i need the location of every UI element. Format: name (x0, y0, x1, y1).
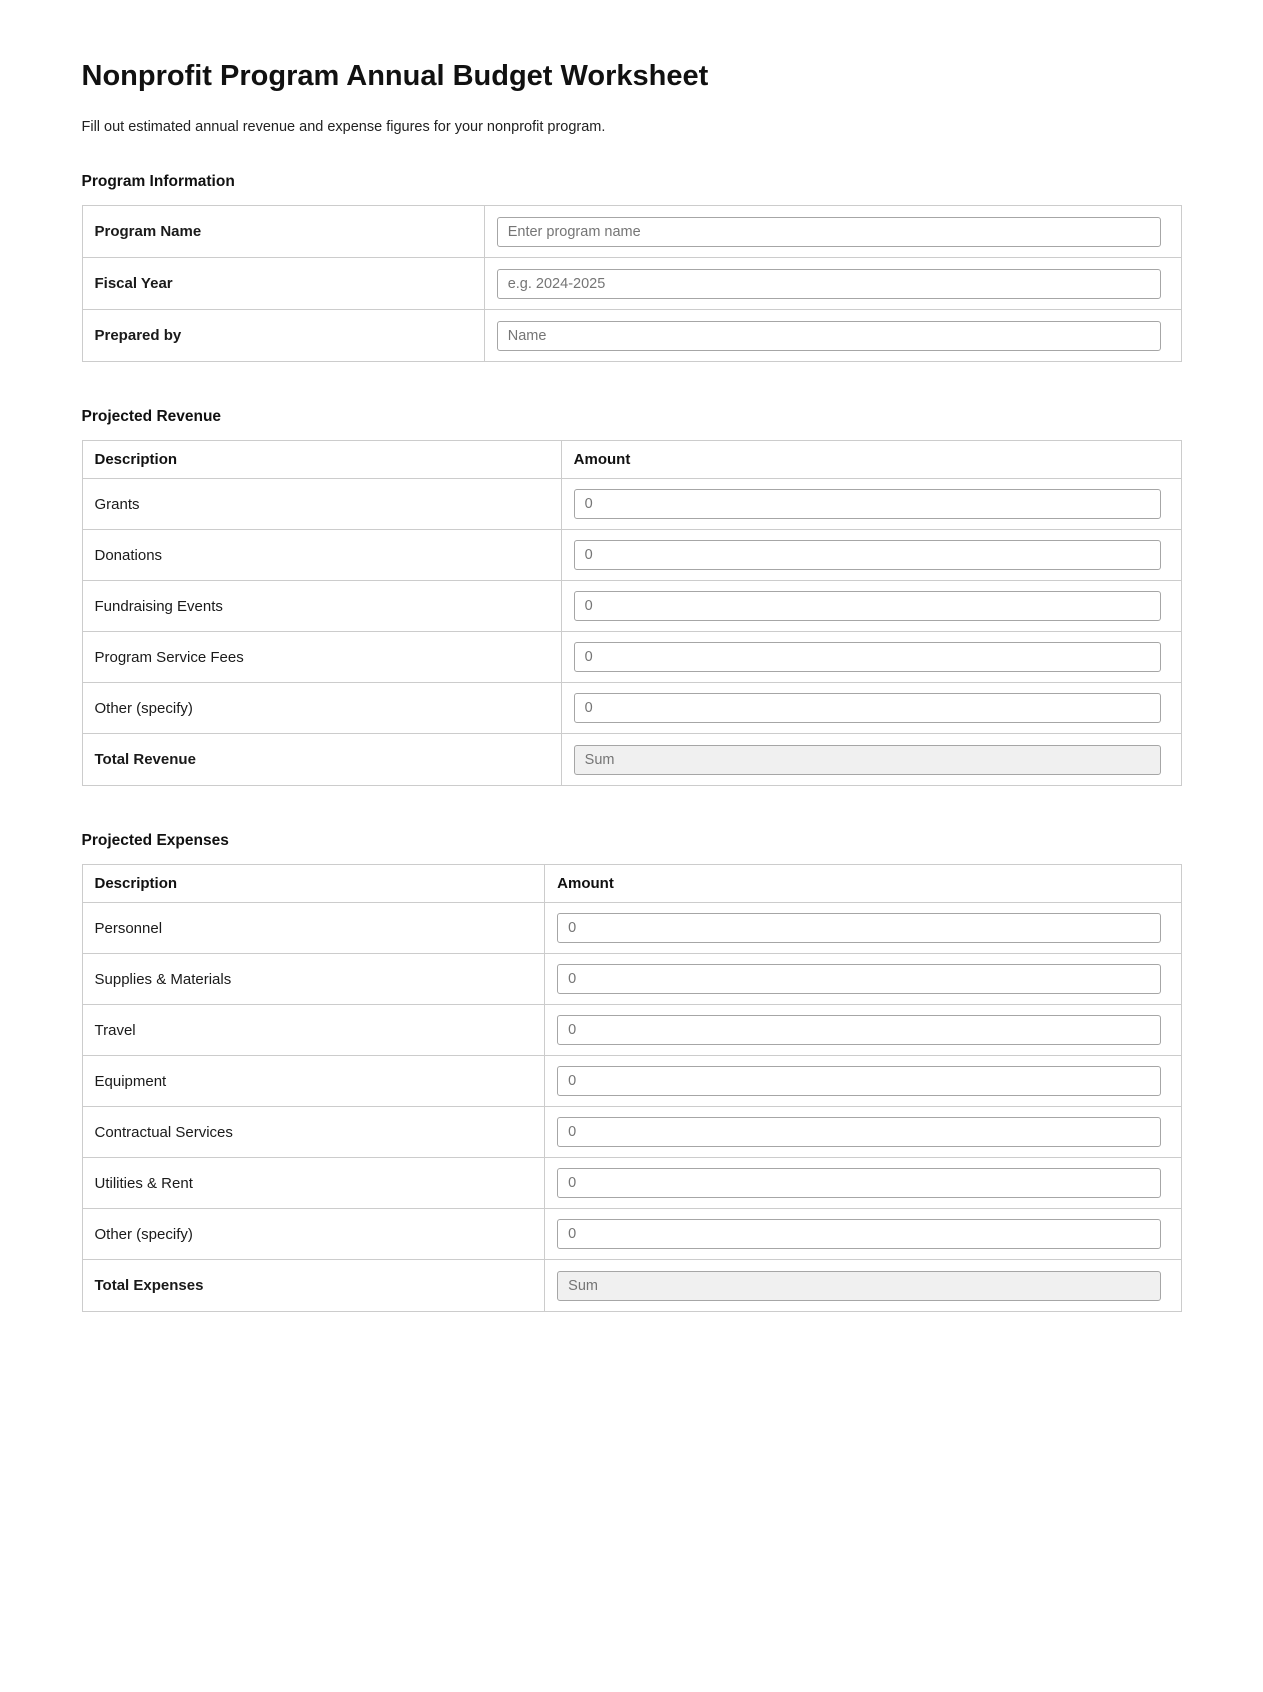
personnel-amount-input[interactable] (557, 913, 1160, 943)
table-row (82, 1107, 1181, 1158)
page-container (82, 0, 1182, 1312)
grants-amount-input[interactable] (574, 489, 1161, 519)
table-row (82, 632, 1181, 683)
utilities-rent-amount-input[interactable] (557, 1168, 1160, 1198)
total-expenses-row (82, 1260, 1181, 1312)
row-label-contractual-services: Contractual Services (82, 1107, 545, 1158)
expenses-other-amount-input[interactable] (557, 1219, 1160, 1249)
table-row (82, 206, 1181, 258)
section-heading-program-information: Program Information (81, 173, 235, 190)
row-label-total-expenses: Total Expenses (82, 1260, 545, 1312)
equipment-amount-cell (545, 1056, 1181, 1107)
row-label-fiscal-year: Fiscal Year (82, 258, 484, 310)
row-label-personnel: Personnel (82, 903, 545, 954)
fundraising-events-amount-cell (561, 581, 1181, 632)
column-header-amount: Amount (545, 865, 1181, 903)
total-revenue-sum-field (574, 745, 1161, 775)
table-row (82, 258, 1181, 310)
table-row (82, 1158, 1181, 1209)
contractual-services-amount-cell (545, 1107, 1181, 1158)
table-row (82, 581, 1181, 632)
table-row (82, 683, 1181, 734)
page-subtitle: Fill out estimated annual revenue and expense figures for your nonprofit program. (81, 119, 606, 135)
travel-amount-cell (545, 1005, 1181, 1056)
section-projected-revenue (82, 408, 1182, 786)
section-projected-expenses (82, 832, 1182, 1312)
row-label-equipment: Equipment (82, 1056, 545, 1107)
grants-amount-cell (561, 479, 1181, 530)
total-revenue-row (82, 734, 1181, 786)
section-program-information (82, 173, 1182, 362)
row-label-revenue-other: Other (specify) (82, 683, 561, 734)
row-label-donations: Donations (82, 530, 561, 581)
program-service-fees-amount-cell (561, 632, 1181, 683)
table-row (82, 479, 1181, 530)
projected-expenses-table (82, 864, 1182, 1312)
donations-amount-input[interactable] (574, 540, 1161, 570)
section-heading-projected-revenue: Projected Revenue (81, 408, 222, 425)
row-label-program-service-fees: Program Service Fees (82, 632, 561, 683)
total-expenses-sum-field (557, 1271, 1160, 1301)
table-header-row (82, 865, 1181, 903)
fiscal-year-cell (484, 258, 1181, 310)
prepared-by-input[interactable] (497, 321, 1161, 351)
total-revenue-cell (561, 734, 1181, 786)
column-header-description: Description (82, 865, 545, 903)
row-label-expenses-other: Other (specify) (82, 1209, 545, 1260)
total-expenses-cell (545, 1260, 1181, 1312)
row-label-utilities-rent: Utilities & Rent (82, 1158, 545, 1209)
utilities-rent-amount-cell (545, 1158, 1181, 1209)
row-label-program-name: Program Name (82, 206, 484, 258)
table-row (82, 903, 1181, 954)
column-header-amount: Amount (561, 441, 1181, 479)
fiscal-year-input[interactable] (497, 269, 1161, 299)
prepared-by-cell (484, 310, 1181, 362)
row-label-supplies-materials: Supplies & Materials (82, 954, 545, 1005)
table-row (82, 954, 1181, 1005)
row-label-travel: Travel (82, 1005, 545, 1056)
table-row (82, 530, 1181, 581)
table-row (82, 310, 1181, 362)
column-header-description: Description (82, 441, 561, 479)
program-name-input[interactable] (497, 217, 1161, 247)
contractual-services-amount-input[interactable] (557, 1117, 1160, 1147)
revenue-other-amount-input[interactable] (574, 693, 1161, 723)
equipment-amount-input[interactable] (557, 1066, 1160, 1096)
projected-revenue-table (82, 440, 1182, 786)
fundraising-events-amount-input[interactable] (574, 591, 1161, 621)
row-label-prepared-by: Prepared by (82, 310, 484, 362)
donations-amount-cell (561, 530, 1181, 581)
program-info-table (82, 205, 1182, 362)
table-row (82, 1209, 1181, 1260)
supplies-materials-amount-input[interactable] (557, 964, 1160, 994)
row-label-fundraising-events: Fundraising Events (82, 581, 561, 632)
table-row (82, 1056, 1181, 1107)
supplies-materials-amount-cell (545, 954, 1181, 1005)
row-label-grants: Grants (82, 479, 561, 530)
expenses-other-amount-cell (545, 1209, 1181, 1260)
program-service-fees-amount-input[interactable] (574, 642, 1161, 672)
row-label-total-revenue: Total Revenue (82, 734, 561, 786)
table-row (82, 1005, 1181, 1056)
table-header-row (82, 441, 1181, 479)
page-title: Nonprofit Program Annual Budget Worksheet (81, 60, 709, 92)
section-heading-projected-expenses: Projected Expenses (81, 832, 229, 849)
travel-amount-input[interactable] (557, 1015, 1160, 1045)
program-name-cell (484, 206, 1181, 258)
personnel-amount-cell (545, 903, 1181, 954)
revenue-other-amount-cell (561, 683, 1181, 734)
